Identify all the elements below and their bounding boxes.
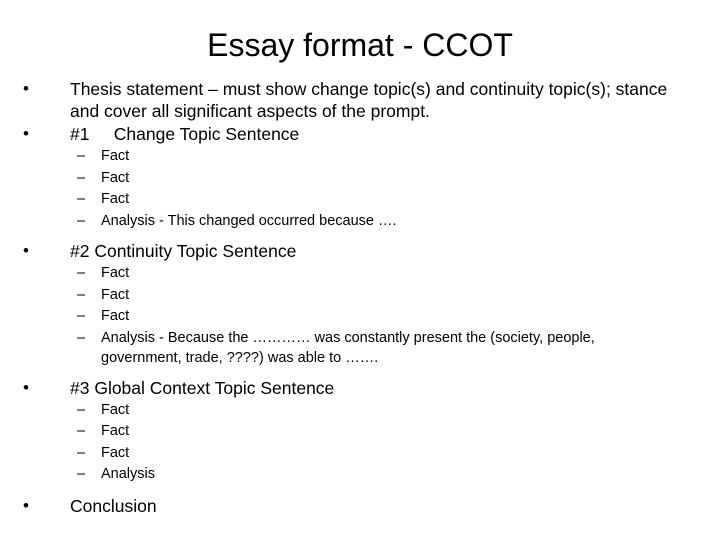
bullet-conclusion [20,495,710,517]
dash-marker: – [77,401,86,418]
sub-bullet-text: Fact [101,148,130,164]
bullet-text: Conclusion [70,495,157,516]
sub-bullet [20,146,710,168]
sub-bullet-text: Fact [101,308,130,324]
bullet-thesis [20,78,670,122]
sub-bullet [20,189,710,211]
sub-bullet-text: Fact [101,286,130,303]
bullet-text: #2 Continuity Topic Sentence [70,241,297,261]
dash-marker: – [77,265,86,281]
bullet-global-context-topic [20,377,710,399]
slide-body [20,78,710,517]
slide-title: Essay format - CCOT [207,27,513,63]
sub-bullet-text: Fact [101,169,130,186]
sub-bullet-text: Fact [101,444,130,461]
dash-marker: – [77,329,86,346]
dash-marker: – [77,286,86,303]
bullet-marker: • [23,495,29,515]
sub-bullet [20,443,710,465]
sub-bullet-text: Fact [101,401,130,418]
sub-bullet-text: Analysis [101,466,155,482]
bullet-marker: • [23,241,29,260]
dash-marker: – [77,444,86,461]
sub-bullet-text: Fact [101,191,130,207]
bullet-marker: • [23,124,29,143]
bullet-text: #3 Global Context Topic Sentence [70,377,335,398]
bullet-text: #1 Change Topic Sentence [70,124,300,144]
sub-bullet [20,400,710,422]
dash-marker: – [77,308,86,324]
sub-bullet-text: Analysis - This changed occurred because …. [101,212,397,229]
sub-bullet-text: Fact [101,423,130,439]
dash-marker: – [77,148,86,164]
bullet-marker: • [23,377,29,397]
sub-bullet [20,464,710,486]
sub-bullet-text: Fact [101,265,130,281]
dash-marker: – [77,466,86,482]
dash-marker: – [77,212,86,229]
bullet-continuity-topic [20,240,710,262]
sub-bullet [20,421,710,443]
sub-bullet [20,263,710,285]
sub-bullet [20,306,710,328]
bullet-marker: • [23,79,29,98]
dash-marker: – [77,423,86,439]
bullet-text: Thesis statement – must show change topic(s) and continuity topic(s); stance and cover all significant aspects of the prompt. [70,79,668,121]
sub-bullet [20,328,661,368]
sub-bullet [20,285,710,307]
dash-marker: – [77,191,86,207]
sub-bullet [20,168,710,190]
sub-bullet-text: Analysis - Because the ………… was constantly present the (society, people, government, trade, ????) was able to ……. [101,329,595,366]
bullet-change-topic [20,123,710,145]
dash-marker: – [77,169,86,186]
sub-bullet [20,211,710,233]
